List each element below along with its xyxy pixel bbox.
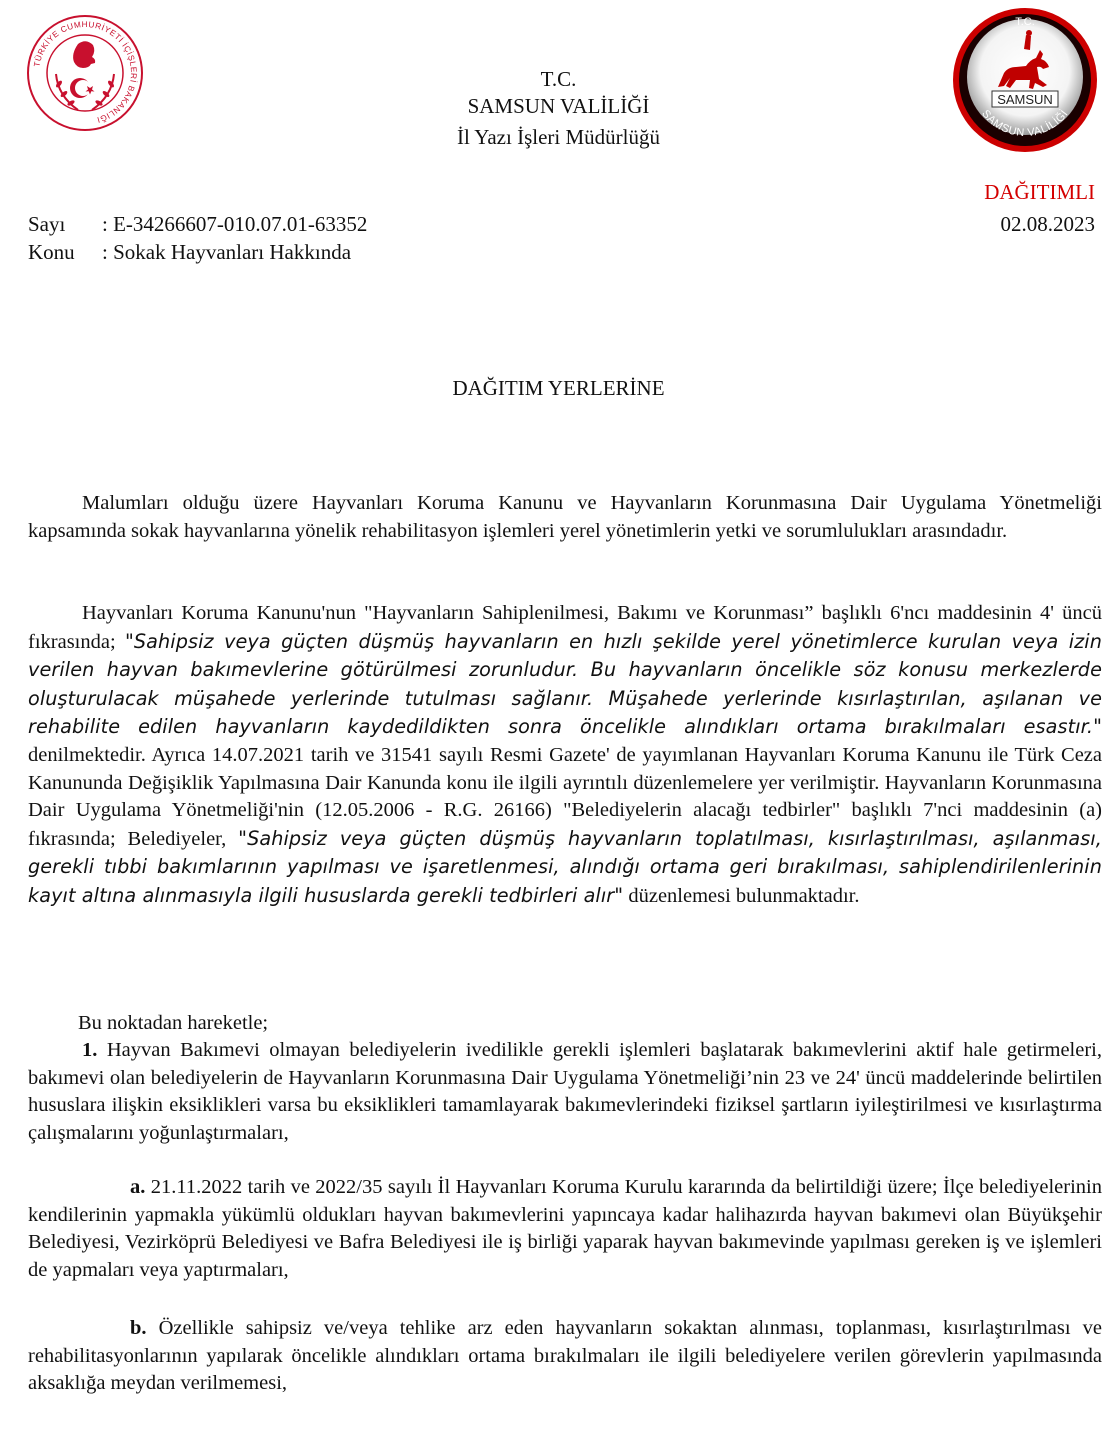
document-date: 02.08.2023 xyxy=(1000,212,1095,236)
header-tc: T.C. xyxy=(540,67,577,91)
sayi-value: : E-34266607-010.07.01-63352 xyxy=(102,212,368,236)
paragraph-2-quote-1: "Sahipsiz veya güçten düşmüş hayvanların en hızlı şekilde yerel yönetimlerce kurulan veya izin verilen hayvan bakımevlerine götürülmesi zorunludur. Bu hayvanların öncelikle söz konusu merkezlerde oluşturulacak müşahede yerlerinde tutulması sağlanır. Müşahede yerlerinde kısırlaştırılan, aşılanan ve rehabilite edilen hayvanların kaydedildikten sonra öncelikle alındıkları ortama bırakılmaları esastır." xyxy=(28,629,1102,739)
paragraph-2-text-b: denilmektedir. Ayrıca 14.07.2021 tarih ve 31541 sayılı Resmi Gazete' de yayımlanan Hayvanları Koruma Kanunu ile Türk Ceza Kanununda Değişiklik Yapılmasına Dair Kanunda konu ile ilgili ayrıntılı düzenlemelere yer verilmiştir. Hayvanların Korunmasına Dair Uygulama Yönetmeliği'nin (12.05.2006 - R.G. 26166) "Belediyelerin alacağı tedbirler" başlıklı 7'nci maddesinin (a) fıkrasında; Belediyeler, xyxy=(28,743,1102,850)
paragraph-2 xyxy=(28,600,1102,911)
seal-banner-text: SAMSUN xyxy=(997,92,1053,107)
list-item-1-text: Hayvan Bakımevi olmayan belediyelerin ivedilikle gerekli işlemleri başlatarak bakımevlerini aktif hale getirmeleri, bakımevi olan belediyelerin de Hayvanların Korunmasına Dair Uygulama Yönetmeliği’nin 23 ve 24' üncü maddelerinde belirtilen hususlara ilişkin eksiklikleri varsa bu eksiklikleri tamamlayarak bakımevlerindeki fiziksel şartların iyileştirilmesi ve kısırlaştırma çalışmalarını yoğunlaştırmaları, xyxy=(28,1039,1102,1144)
list-item-b-text: Özellikle sahipsiz ve/veya tehlike arz eden hayvanların sokaktan alınması, toplanması, kısırlaştırılması ve rehabilitasyonlarının yapılarak öncelikle alındıkları ortama bırakılmaları ile ilgili belediyelere verilen görevlerin yapılmasında aksaklığa meydan verilmemesi, xyxy=(28,1317,1102,1395)
list-item-a-letter: a. xyxy=(130,1176,146,1198)
paragraph-2-quote-2: "Sahipsiz veya güçten düşmüş hayvanların toplatılması, kısırlaştırılması, aşılanması, gerekli tıbbi bakımlarının yapılması ve işaretlenmesi, alındığı ortama geri bırakılması, sahiplendirilenlerinin kayıt altına alınmasıyla ilgili hususlarda gerekli tedbirleri alır" xyxy=(28,826,1102,907)
list-item-b xyxy=(28,1315,1102,1398)
addressee: DAĞITIM YERLERİNE xyxy=(452,376,665,400)
konu-value: : Sokak Hayvanları Hakkında xyxy=(102,240,352,264)
header-institution: SAMSUN VALİLİĞİ xyxy=(467,94,650,118)
list-item-a-text: 21.11.2022 tarih ve 2022/35 sayılı İl Hayvanları Koruma Kurulu kararında da belirtildiği üzere; İlçe belediyelerinin kendilerinin yapmakla yükümlü oldukları hayvan bakımevlerini yapıncaya kadar halihazırda hayvan bakımevi olan Büyükşehir Belediyesi, Vezirköprü Belediyesi ve Bafra Belediyesi ile iş birliği yaparak hayvan bakımevinde yapılması gereken iş ve işlemleri de yapmaları veya yaptırmaları, xyxy=(28,1176,1102,1281)
sayi-label: Sayı xyxy=(28,212,66,236)
list-item-1-number: 1. xyxy=(82,1039,98,1061)
distribution-mark: DAĞITIMLI xyxy=(984,180,1095,204)
paragraph-3: Bu noktadan hareketle; xyxy=(78,1012,269,1034)
paragraph-2-text-c: düzenlemesi bulunmaktadır. xyxy=(623,884,860,907)
seal-bottom-text: SAMSUN VALİLİĞİ xyxy=(979,107,1071,140)
list-item-a xyxy=(28,1174,1102,1284)
header-department: İl Yazı İşleri Müdürlüğü xyxy=(457,125,660,149)
list-item-1 xyxy=(28,1037,1102,1147)
list-item-b-letter: b. xyxy=(130,1317,147,1339)
seal-arc-text: TÜRKİYE CUMHURİYETİ İÇİŞLERİ BAKANLIĞI xyxy=(32,19,139,125)
seal-top-text: T.C. xyxy=(1015,16,1035,28)
konu-label: Konu xyxy=(28,240,75,264)
paragraph-2-text-a: Hayvanları Koruma Kanunu'nun "Hayvanların Sahiplenilmesi, Bakımı ve Korunması” başlıklı 6'ncı maddesinin 4' üncü fıkrasında; xyxy=(28,602,1102,653)
paragraph-1: Malumları olduğu üzere Hayvanları Koruma Kanunu ve Hayvanların Korunmasına Dair Uygulama Yönetmeliği kapsamında sokak hayvanlarına yönelik rehabilitasyon işlemleri yerel yönetimlerin yetki ve sorumlulukları arasındadır. xyxy=(28,492,1102,542)
